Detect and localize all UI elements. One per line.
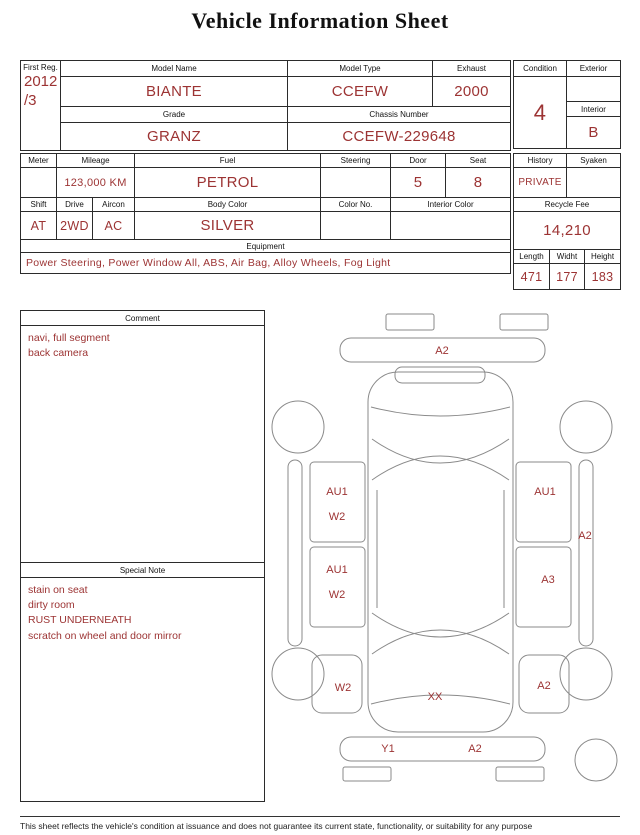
specs-table [20, 153, 511, 274]
windshield-arc-bottom [372, 439, 509, 463]
rear-window-arc-bottom [372, 613, 509, 637]
damage-mark-a2: A2 [537, 680, 551, 692]
damage-mark-a2: A2 [435, 345, 449, 357]
text-line: back camera [28, 347, 89, 360]
special-note-header: Special Note [21, 562, 264, 578]
vehicle-info-table [20, 60, 511, 151]
shift-value: AT [21, 212, 57, 240]
width-label: Widht [550, 250, 585, 264]
text-line: scratch on wheel and door mirror [28, 629, 182, 642]
comment-box [20, 310, 265, 802]
recycle-fee-label: Recycle Fee [514, 198, 621, 212]
first-reg-year: 2012 [24, 73, 58, 90]
front-garnish-right [500, 314, 548, 330]
shift-label: Shift [21, 198, 57, 212]
equipment-label: Equipment [21, 240, 511, 253]
sill-left [288, 460, 302, 646]
history-dimensions-table [513, 153, 621, 290]
seat-label: Seat [446, 154, 511, 168]
car-diagram [268, 312, 633, 802]
damage-mark-xx: XX [427, 691, 443, 703]
seat-value: 8 [446, 168, 511, 198]
car-outline [272, 314, 617, 781]
fuel-label: Fuel [135, 154, 321, 168]
text-line: stain on seat [28, 584, 88, 596]
first-reg-label: First Reg. [23, 63, 58, 72]
color-no-value [321, 212, 391, 240]
door-rear-left [310, 547, 365, 627]
mileage-value: 123,000 KM [57, 168, 135, 198]
first-reg-month: /3 [24, 91, 37, 109]
condition-value: 4 [514, 77, 567, 149]
interior-color-value [391, 212, 511, 240]
rear-bumper [340, 737, 545, 761]
door-rear-right [516, 547, 571, 627]
door-value: 5 [391, 168, 446, 198]
chassis-number-value: CCEFW-229648 [288, 123, 511, 151]
text-line: navi, full segment [28, 332, 110, 344]
sill-right [579, 460, 593, 646]
first-reg-cell [21, 61, 61, 151]
width-value: 177 [550, 264, 585, 290]
grade-value: GRANZ [61, 123, 288, 151]
rear-window-arc-top [372, 630, 509, 654]
drive-label: Drive [57, 198, 93, 212]
aircon-label: Aircon [93, 198, 135, 212]
height-value: 183 [585, 264, 621, 290]
mileage-label: Mileage [57, 154, 135, 168]
door-label: Door [391, 154, 446, 168]
damage-mark-w2: W2 [328, 589, 346, 601]
length-value: 471 [514, 264, 550, 290]
spare-wheel [575, 739, 617, 781]
grade-label: Grade [61, 107, 288, 123]
syaken-value [567, 168, 621, 198]
body-color-value: SILVER [135, 212, 321, 240]
fuel-value: PETROL [135, 168, 321, 198]
aircon-value: AC [93, 212, 135, 240]
wheel-front-left [272, 401, 324, 453]
text-line: RUST UNDERNEATH [28, 614, 132, 627]
car-body [368, 372, 513, 732]
model-name-value: BIANTE [61, 77, 288, 107]
exterior-label: Exterior [567, 61, 621, 77]
front-garnish-left [386, 314, 434, 330]
special-note-lines [21, 578, 264, 649]
interior-label: Interior [567, 102, 621, 117]
windshield-arc-top [372, 456, 509, 480]
interior-value: B [567, 117, 621, 149]
comment-lines [21, 326, 264, 562]
model-type-label: Model Type [288, 61, 433, 77]
damage-mark-w2: W2 [334, 682, 352, 694]
front-grille [395, 367, 485, 383]
page-title: Vehicle Information Sheet [191, 8, 449, 33]
length-label: Length [514, 250, 550, 264]
syaken-label: Syaken [567, 154, 621, 168]
exhaust-value: 2000 [433, 77, 511, 107]
damage-mark-a2: A2 [578, 530, 592, 542]
exhaust-label: Exhaust [433, 61, 511, 77]
door-front-right [516, 462, 571, 542]
door-front-left [310, 462, 365, 542]
history-label: History [514, 154, 567, 168]
rear-garnish-left [343, 767, 391, 781]
car-diagram-svg [268, 312, 633, 802]
damage-mark-au1: AU1 [534, 486, 556, 498]
bonnet-line [371, 407, 510, 416]
interior-color-label: Interior Color [391, 198, 511, 212]
equipment-value: Power Steering, Power Window All, ABS, Air Bag, Alloy Wheels, Fog Light [21, 253, 511, 274]
footer-disclaimer: This sheet reflects the vehicle's condition at issuance and does not guarantee its current state, functionality, or suitability for any purpose [20, 816, 620, 831]
body-color-label: Body Color [135, 198, 321, 212]
meter-value [21, 168, 57, 198]
damage-mark-a3: A3 [541, 574, 555, 586]
model-name-label: Model Name [61, 61, 288, 77]
wheel-rear-left [272, 648, 324, 700]
recycle-fee-value: 14,210 [514, 212, 621, 250]
history-value: PRIVATE [514, 168, 567, 198]
steering-label: Steering [321, 154, 391, 168]
damage-mark-au1: AU1 [326, 486, 348, 498]
model-type-value: CCEFW [288, 77, 433, 107]
wheel-front-right [560, 401, 612, 453]
damage-mark-a2: A2 [468, 743, 482, 755]
chassis-number-label: Chassis Number [288, 107, 511, 123]
color-no-label: Color No. [321, 198, 391, 212]
drive-value: 2WD [57, 212, 93, 240]
damage-mark-au1: AU1 [326, 564, 348, 576]
condition-label: Condition [514, 61, 567, 77]
text-line: dirty room [28, 599, 75, 612]
meter-label: Meter [21, 154, 57, 168]
damage-mark-w2: W2 [328, 511, 346, 523]
steering-value [321, 168, 391, 198]
exterior-value [567, 77, 621, 102]
comment-header: Comment [21, 311, 264, 326]
damage-mark-y1: Y1 [381, 743, 395, 755]
height-label: Height [585, 250, 621, 264]
wheel-rear-right [560, 648, 612, 700]
rear-garnish-right [496, 767, 544, 781]
condition-table [513, 60, 621, 149]
